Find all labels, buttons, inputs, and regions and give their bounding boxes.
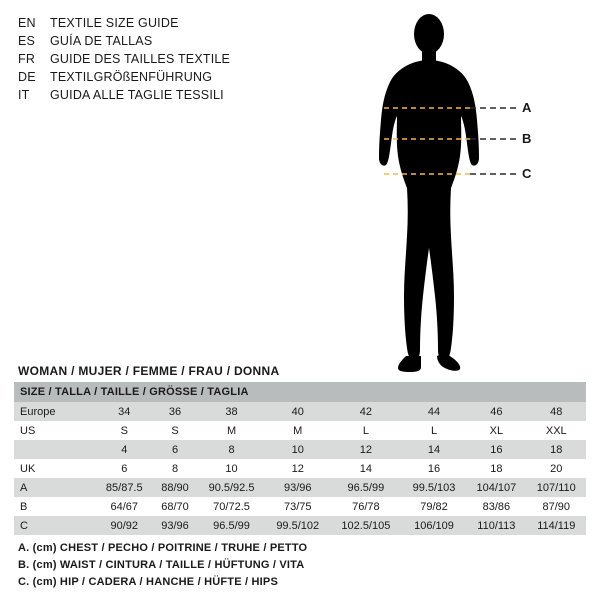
language-code: IT <box>18 88 30 102</box>
marker-label-a: A <box>522 100 532 115</box>
table-cell: 83/86 <box>466 497 526 516</box>
table-cell: XXL <box>527 421 586 440</box>
table-cell: 6 <box>153 440 198 459</box>
table-cell: 102.5/105 <box>330 516 402 535</box>
table-cell: 42 <box>330 402 402 421</box>
table-cell: 64/67 <box>96 497 153 516</box>
marker-label-b: B <box>522 131 532 146</box>
table-cell: 79/82 <box>402 497 466 516</box>
female-silhouette-icon <box>322 8 592 378</box>
table-cell: 46 <box>466 402 526 421</box>
language-row <box>18 50 318 68</box>
table-cell: S <box>96 421 153 440</box>
table-cell: 12 <box>330 440 402 459</box>
table-header-row <box>14 382 586 402</box>
table-cell: 90.5/92.5 <box>197 478 265 497</box>
table-cell: 10 <box>266 440 330 459</box>
table-cell: 87/90 <box>527 497 586 516</box>
table-cell: 44 <box>402 402 466 421</box>
table-cell: M <box>266 421 330 440</box>
language-code: FR <box>18 52 36 66</box>
table-cell: 18 <box>527 440 586 459</box>
table-cell: 104/107 <box>466 478 526 497</box>
table-cell: S <box>153 421 198 440</box>
table-row <box>14 516 586 535</box>
row-label: C <box>14 516 96 535</box>
legend-line: A. (cm) CHEST / PECHO / POITRINE / TRUHE / PETTO <box>18 542 308 554</box>
language-text: GUIDE DES TAILLES TEXTILE <box>50 52 231 66</box>
table-cell: XL <box>466 421 526 440</box>
language-row <box>18 86 318 104</box>
table-cell: 114/119 <box>527 516 586 535</box>
table-cell: 16 <box>466 440 526 459</box>
table-cell: 76/78 <box>330 497 402 516</box>
table-row <box>14 459 586 478</box>
language-text: TEXTILE SIZE GUIDE <box>50 16 179 30</box>
language-text: GUIDA ALLE TAGLIE TESSILI <box>50 88 224 102</box>
body-figure <box>322 8 592 378</box>
language-list <box>18 14 318 104</box>
language-row <box>18 32 318 50</box>
legend-line: B. (cm) WAIST / CINTURA / TAILLE / HÜFTUNG / VITA <box>18 559 305 571</box>
table-header-label: SIZE / TALLA / TAILLE / GRÖSSE / TAGLIA <box>14 382 586 402</box>
table-cell: 14 <box>330 459 402 478</box>
table-cell: 90/92 <box>96 516 153 535</box>
table-cell: 93/96 <box>153 516 198 535</box>
table-cell: 8 <box>153 459 198 478</box>
language-text: TEXTILGRÖßENFÜHRUNG <box>50 70 213 84</box>
table-cell: 99.5/103 <box>402 478 466 497</box>
size-table <box>14 382 586 535</box>
table-cell: 96.5/99 <box>330 478 402 497</box>
marker-label-c: C <box>522 166 532 181</box>
row-label: US <box>14 421 96 440</box>
table-cell: 18 <box>466 459 526 478</box>
language-code: DE <box>18 70 36 84</box>
table-row <box>14 497 586 516</box>
legend-line: C. (cm) HIP / CADERA / HANCHE / HÜFTE / HIPS <box>18 576 278 588</box>
table-cell: 70/72.5 <box>197 497 265 516</box>
table-cell: 96.5/99 <box>197 516 265 535</box>
table-cell: 99.5/102 <box>266 516 330 535</box>
row-label: A <box>14 478 96 497</box>
table-cell: 68/70 <box>153 497 198 516</box>
row-label: B <box>14 497 96 516</box>
table-cell: 110/113 <box>466 516 526 535</box>
table-cell: 93/96 <box>266 478 330 497</box>
table-cell: L <box>402 421 466 440</box>
table-row <box>14 421 586 440</box>
table-row <box>14 440 586 459</box>
table-cell: 85/87.5 <box>96 478 153 497</box>
table-cell: L <box>330 421 402 440</box>
row-label: Europe <box>14 402 96 421</box>
language-code: ES <box>18 34 36 48</box>
table-cell: 107/110 <box>527 478 586 497</box>
table-cell: 6 <box>96 459 153 478</box>
table-cell: 20 <box>527 459 586 478</box>
table-cell: 36 <box>153 402 198 421</box>
table-cell: 88/90 <box>153 478 198 497</box>
table-cell: 48 <box>527 402 586 421</box>
table-cell: 12 <box>266 459 330 478</box>
table-cell: 4 <box>96 440 153 459</box>
language-row <box>18 68 318 86</box>
table-group-title: WOMAN / MUJER / FEMME / FRAU / DONNA <box>18 364 280 378</box>
row-label <box>14 440 96 459</box>
table-cell: 16 <box>402 459 466 478</box>
language-row <box>18 14 318 32</box>
table-row <box>14 402 586 421</box>
language-text: GUÍA DE TALLAS <box>50 34 153 48</box>
table-row <box>14 478 586 497</box>
table-cell: 8 <box>197 440 265 459</box>
table-cell: 73/75 <box>266 497 330 516</box>
row-label: UK <box>14 459 96 478</box>
table-cell: 40 <box>266 402 330 421</box>
table-cell: 34 <box>96 402 153 421</box>
table-cell: 14 <box>402 440 466 459</box>
measurement-legend <box>18 540 438 591</box>
table-cell: M <box>197 421 265 440</box>
language-code: EN <box>18 16 36 30</box>
table-cell: 106/109 <box>402 516 466 535</box>
table-cell: 10 <box>197 459 265 478</box>
table-cell: 38 <box>197 402 265 421</box>
